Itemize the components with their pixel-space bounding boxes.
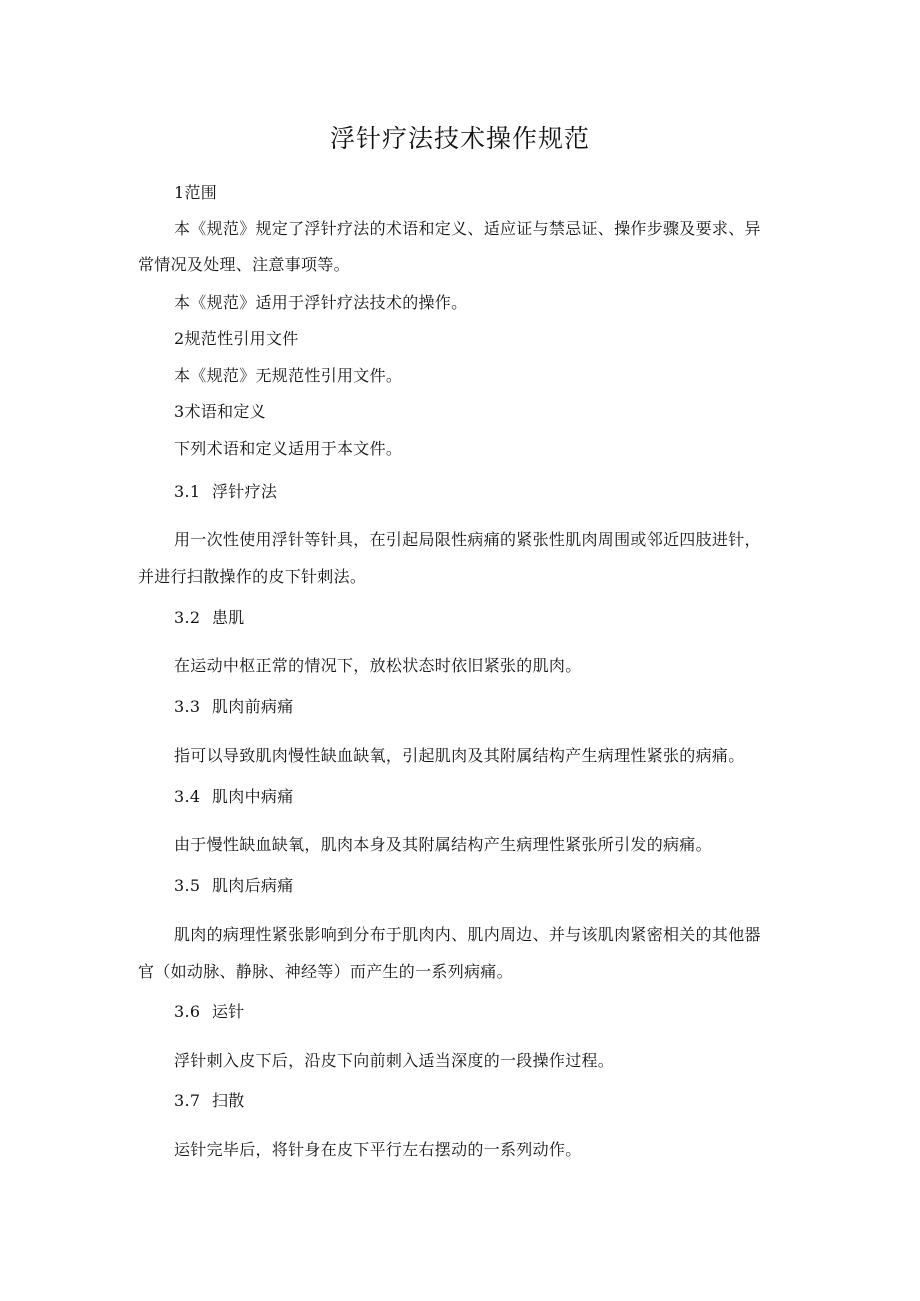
- section-1-paragraph-1-line-1: 本《规范》规定了浮针疗法的术语和定义、适应证与禁忌证、操作步骤及要求、异: [174, 219, 761, 238]
- term-3-5-definition-line-1: 肌肉的病理性紧张影响到分布于肌肉内、肌内周边、并与该肌肉紧密相关的其他器: [174, 925, 761, 944]
- term-3-2-heading: [174, 607, 245, 629]
- section-1-paragraph-1-line-2: 常情况及处理、注意事项等。: [138, 255, 350, 274]
- section-1-paragraph-2: 本《规范》适用于浮针疗法技术的操作。: [174, 293, 468, 312]
- term-3-5-label: 肌肉后病痛: [212, 876, 294, 895]
- term-3-4-heading: [174, 786, 294, 808]
- section-3-paragraph-1: 下列术语和定义适用于本文件。: [174, 439, 403, 458]
- term-3-6-heading: [174, 1001, 245, 1023]
- term-3-4-definition: 由于慢性缺血缺氧，肌肉本身及其附属结构产生病理性紧张所引发的病痛。: [174, 835, 712, 854]
- term-3-3-definition: 指可以导致肌肉慢性缺血缺氧，引起肌肉及其附属结构产生病理性紧张的病痛。: [174, 746, 745, 765]
- term-3-7-heading: [174, 1090, 245, 1112]
- term-3-7-definition: 运针完毕后，将针身在皮下平行左右摆动的一系列动作。: [174, 1140, 582, 1159]
- term-3-6-definition: 浮针刺入皮下后，沿皮下向前刺入适当深度的一段操作过程。: [174, 1051, 615, 1070]
- term-3-1-number: 3.1: [174, 482, 201, 501]
- section-2-paragraph-1: 本《规范》无规范性引用文件。: [174, 366, 403, 385]
- term-3-2-definition: 在运动中枢正常的情况下，放松状态时依旧紧张的肌肉。: [174, 656, 582, 675]
- section-1-heading: 1范围: [174, 183, 218, 202]
- term-3-5-definition-line-2: 官（如动脉、静脉、神经等）而产生的一系列病痛。: [138, 962, 513, 981]
- section-2-heading: 2规范性引用文件: [174, 329, 299, 348]
- term-3-5-heading: [174, 875, 294, 897]
- term-3-6-number: 3.6: [174, 1002, 201, 1021]
- term-3-5-number: 3.5: [174, 876, 201, 895]
- section-3-heading: 3术语和定义: [174, 402, 266, 421]
- term-3-1-label: 浮针疗法: [212, 482, 278, 501]
- term-3-4-number: 3.4: [174, 787, 201, 806]
- term-3-6-label: 运针: [212, 1002, 245, 1021]
- term-3-1-heading: [174, 481, 277, 503]
- term-3-1-definition-line-1: 用一次性使用浮针等针具，在引起局限性病痛的紧张性肌肉周围或邻近四肢进针，: [174, 530, 761, 549]
- term-3-4-label: 肌肉中病痛: [212, 787, 294, 806]
- term-3-2-number: 3.2: [174, 608, 201, 627]
- document-title: 浮针疗法技术操作规范: [329, 124, 590, 153]
- term-3-1-definition-line-2: 并进行扫散操作的皮下针刺法。: [138, 567, 367, 586]
- term-3-2-label: 患肌: [212, 608, 245, 627]
- term-3-3-label: 肌肉前病痛: [212, 697, 294, 716]
- term-3-3-number: 3.3: [174, 697, 201, 716]
- term-3-3-heading: [174, 696, 294, 718]
- term-3-7-number: 3.7: [174, 1091, 201, 1110]
- term-3-7-label: 扫散: [212, 1091, 245, 1110]
